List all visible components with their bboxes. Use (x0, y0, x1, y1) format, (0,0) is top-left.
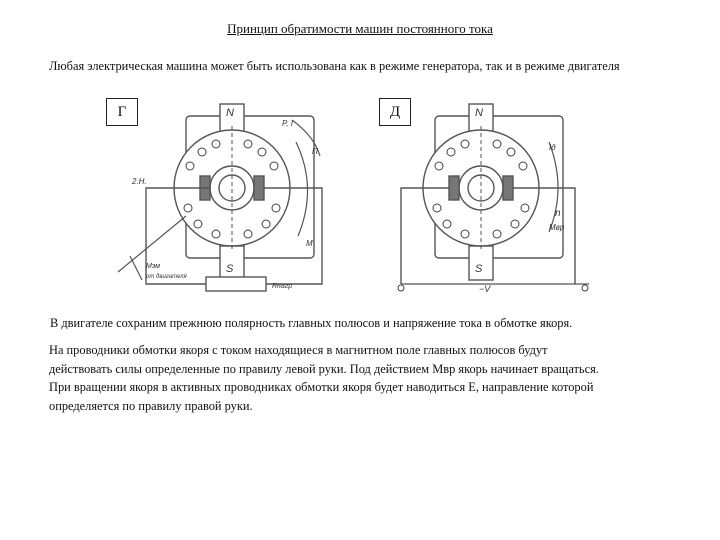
gen-load-label: Rнагр (272, 283, 293, 290)
generator-diagram (106, 96, 368, 306)
paragraph-line: На проводники обмотки якоря с током находящиеся в магнитном поле главных полюсов будут (49, 343, 548, 357)
gen-label-m: M (306, 239, 313, 248)
mot-pole-south: S (475, 263, 483, 275)
mot-pole-north: N (475, 107, 483, 119)
generator-label: Г (106, 98, 138, 126)
gen-rotation-label: П (312, 147, 318, 156)
mot-speed-label: n (555, 208, 561, 219)
paragraph-line: действовать силы определенные по правилу левой руки. Под действием Mвр якорь начинает вращаться. (49, 361, 599, 376)
gen-moment-label: Mэм (146, 263, 161, 270)
gen-moment-note: от двигателя (146, 274, 187, 280)
mot-moment-label: Mвр (549, 223, 565, 232)
gen-force-label: P, I (282, 119, 293, 128)
intro-text: Любая электрическая машина может быть использована как в режиме генератора, так и в режиме двигателя (49, 59, 620, 73)
gen-pole-south: S (226, 263, 234, 275)
paragraph-line: определяется по правилу правой руки. (49, 398, 253, 413)
gen-pole-north: N (226, 107, 234, 119)
motor-diagram (379, 96, 629, 306)
explanation-paragraph (49, 341, 699, 415)
paragraph-line: При вращении якоря в активных проводниках обмотки якоря будет наводиться E, направление которой (49, 380, 594, 394)
motor-label: Д (379, 98, 411, 126)
mot-voltage-label: −V (479, 284, 491, 294)
gen-mark-left: 2.Н. (132, 177, 147, 186)
caption-text: В двигателе сохраним прежнюю полярность главных полюсов и напряжение тока в обмотке якоря. (50, 316, 573, 330)
mot-current-label: Iд (549, 143, 556, 152)
page-title: Принцип обратимости машин постоянного тока (227, 21, 493, 36)
